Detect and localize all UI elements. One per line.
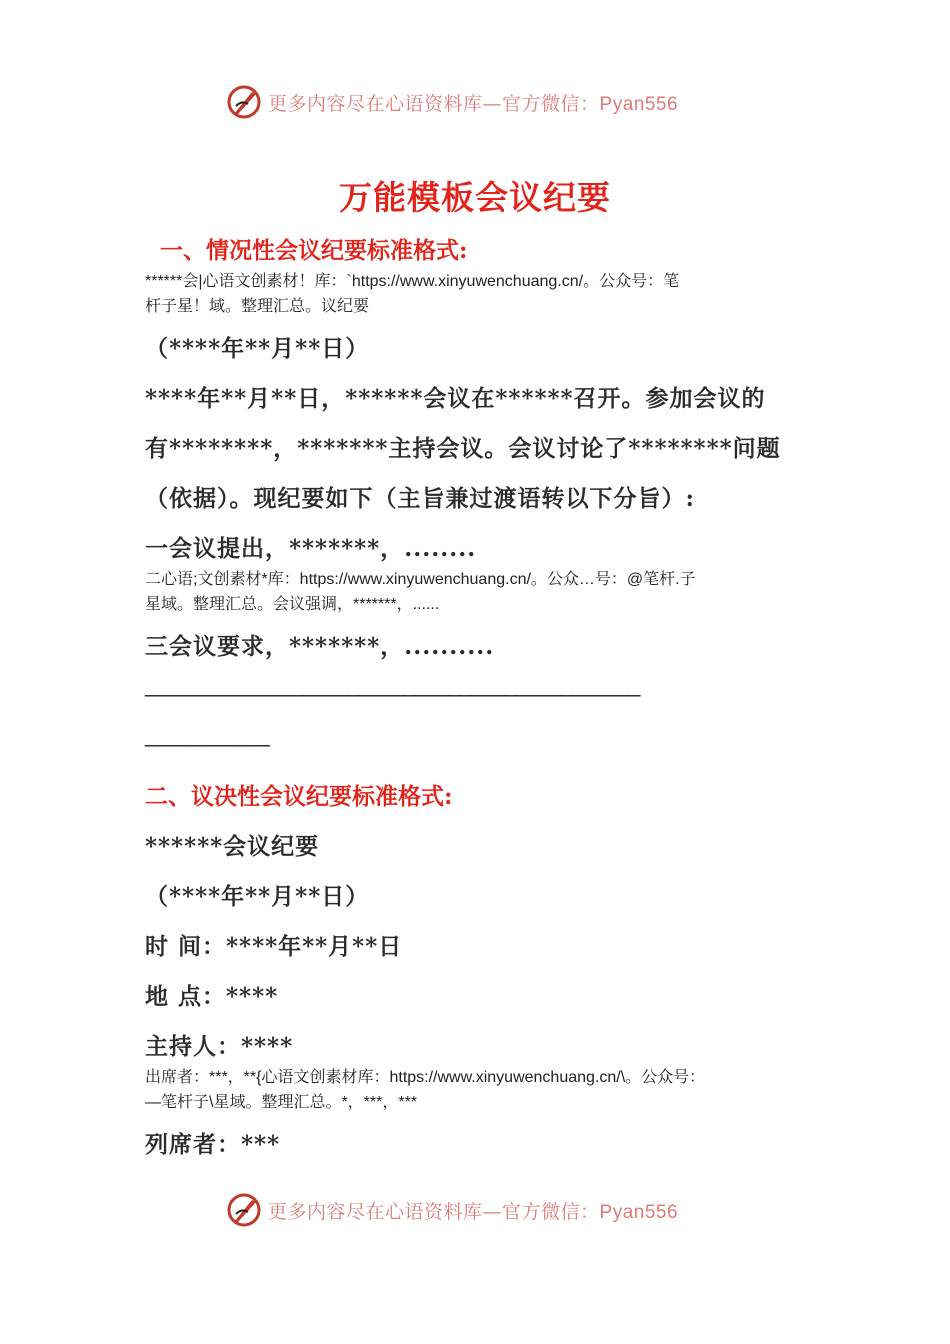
section1-para1: ****年**月**日，******会议在******召开。参加会议的	[145, 385, 766, 412]
section1-para2: 有********，*******主持会议。会议讨论了********问题	[145, 435, 781, 462]
section2-heading: 二、议决性会议纪要标准格式:	[145, 783, 453, 810]
quill-logo-icon	[226, 1192, 262, 1228]
separator-rule-2: ___________	[145, 722, 269, 747]
section1-point2-line1: 二心语;文创素材*库：https://www.xinyuwenchuang.cn/。公众…号：@笔杆.子	[145, 571, 696, 588]
document-title: 万能模板会议纪要	[339, 178, 611, 217]
section2-attendees-line2: —笔杆子\星域。整理汇总。*，***，***	[145, 1094, 418, 1111]
section2-date: （****年**月**日）	[145, 883, 370, 910]
section1-heading: 一、情况性会议纪要标准格式:	[160, 237, 468, 264]
section2-time: 时 间：****年**月**日	[145, 933, 403, 960]
section2-name: ******会议纪要	[145, 833, 320, 860]
separator-rule-1: ____________________________________________	[145, 672, 640, 697]
section1-para3: （依据）。现纪要如下（主旨兼过渡语转以下分旨）:	[145, 485, 695, 512]
section1-date: （****年**月**日）	[145, 335, 370, 362]
section1-point3: 三会议要求，*******，..........	[145, 633, 495, 660]
quill-logo-icon	[226, 84, 262, 120]
banner-text: 更多内容尽在心语资料库—官方微信：Pyan556	[268, 92, 679, 115]
footer-banner	[226, 1190, 746, 1230]
section1-point1: 一会议提出，*******，........	[145, 535, 477, 562]
section2-host: 主持人：****	[145, 1033, 294, 1060]
section1-point2-line2: 星域。整理汇总。会议强调，*******，......	[145, 596, 440, 613]
section2-observers: 列席者：***	[145, 1131, 281, 1158]
section2-attendees-line1: 出席者：***，**{心语文创素材库：https://www.xinyuwenchuang.cn/\。公众号：	[145, 1069, 706, 1086]
section1-note-line2: 杆子星！域。整理汇总。议纪要	[145, 298, 370, 315]
banner-text: 更多内容尽在心语资料库—官方微信：Pyan556	[268, 1200, 679, 1223]
section1-note-line1: ******会|心语文创素材！库：`https://www.xinyuwenchuang.cn/。公众号：笔	[145, 273, 680, 290]
header-banner	[226, 82, 746, 122]
section2-place: 地 点：****	[145, 983, 279, 1010]
